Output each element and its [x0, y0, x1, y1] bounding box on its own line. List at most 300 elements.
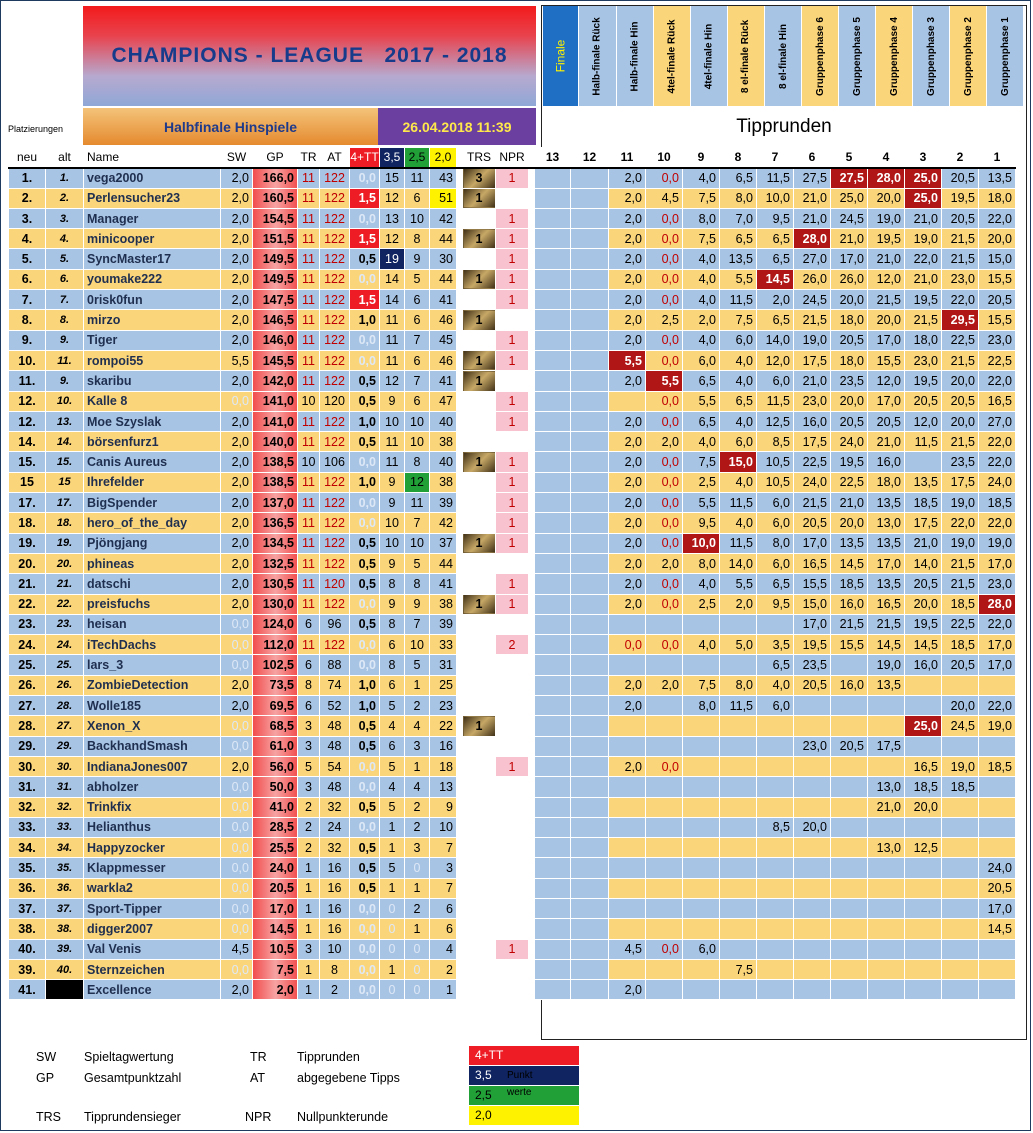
round-score: 0,0	[646, 513, 683, 533]
round-score	[609, 858, 646, 878]
tipprunden-count: 6	[298, 655, 320, 675]
tipprunden-count: 3	[298, 716, 320, 736]
tipprunden-count: 6	[298, 696, 320, 716]
round-score: 2,0	[609, 310, 646, 330]
round-score: 2,0	[646, 432, 683, 452]
round-score	[535, 838, 571, 858]
round-score: 10,0	[757, 188, 794, 208]
round-score	[683, 898, 720, 918]
round-score	[794, 959, 831, 979]
round-score	[535, 249, 571, 269]
round-score: 19,5	[905, 371, 942, 391]
zero-round-count: 1	[496, 269, 529, 289]
round-score: 19,5	[831, 452, 868, 472]
round-score	[720, 797, 757, 817]
table-row	[9, 229, 1016, 249]
four-tt-points: 0,5	[350, 614, 380, 634]
count-25: 8	[405, 452, 430, 472]
round-score: 21,5	[942, 432, 979, 452]
round-score: 0,0	[646, 269, 683, 289]
count-20: 40	[430, 452, 457, 472]
total-points: 28,5	[253, 817, 298, 837]
round-score	[794, 980, 831, 1000]
zero-round-count	[496, 432, 529, 452]
round-score	[535, 675, 571, 695]
count-35: 10	[380, 513, 405, 533]
matchday-score: 0,0	[221, 391, 253, 411]
total-points: 145,5	[253, 350, 298, 370]
total-points: 24,0	[253, 858, 298, 878]
count-20: 51	[430, 188, 457, 208]
rank-old: 26.	[46, 675, 84, 695]
round-score	[942, 878, 979, 898]
round-score: 6,5	[720, 168, 757, 188]
round-score	[571, 330, 609, 350]
round-score: 2,0	[720, 594, 757, 614]
matchday-score: 0,0	[221, 817, 253, 837]
matchday-score: 2,0	[221, 533, 253, 553]
rank-old: 40.	[46, 959, 84, 979]
rank-old: 30.	[46, 756, 84, 776]
round-score: 22,5	[942, 330, 979, 350]
zero-round-count: 1	[496, 208, 529, 228]
round-score: 20,0	[905, 594, 942, 614]
round-score: 22,0	[979, 614, 1016, 634]
round-score: 15,5	[868, 350, 905, 370]
rank-new: 22.	[9, 594, 46, 614]
tips-count: 122	[320, 533, 350, 553]
round-score: 22,5	[942, 614, 979, 634]
tips-count: 120	[320, 574, 350, 594]
round-score	[571, 655, 609, 675]
player-name: heisan	[84, 614, 221, 634]
legend-werte: werte	[507, 1087, 532, 1098]
round-score	[571, 898, 609, 918]
tips-count: 48	[320, 716, 350, 736]
legend-box-35: 3,5	[469, 1066, 505, 1085]
round-score: 5,5	[720, 269, 757, 289]
round-score: 4,5	[646, 188, 683, 208]
round-score: 7,5	[720, 310, 757, 330]
round-score	[571, 675, 609, 695]
player-name: IndianaJones007	[84, 756, 221, 776]
round-score	[571, 736, 609, 756]
rank-old: 25.	[46, 655, 84, 675]
round-score	[831, 716, 868, 736]
matchday-score: 2,0	[221, 208, 253, 228]
tips-count: 88	[320, 655, 350, 675]
table-row	[9, 635, 1016, 655]
player-name: lars_3	[84, 655, 221, 675]
round-score: 2,0	[609, 188, 646, 208]
round-score	[571, 919, 609, 939]
table-row	[9, 858, 1016, 878]
legend-at-abbr: AT	[250, 1071, 266, 1085]
player-name: vega2000	[84, 168, 221, 188]
round-score	[535, 411, 571, 431]
round-number-header: 5	[831, 148, 868, 168]
round-score: 11,5	[905, 432, 942, 452]
round-score	[571, 533, 609, 553]
four-tt-points: 0,0	[350, 493, 380, 513]
round-score: 2,0	[609, 168, 646, 188]
round-score	[535, 330, 571, 350]
round-score	[571, 696, 609, 716]
rank-new: 21.	[9, 574, 46, 594]
round-score	[794, 716, 831, 736]
round-header	[579, 6, 616, 106]
column-header: GP	[253, 148, 298, 168]
total-points: 141,0	[253, 391, 298, 411]
round-score: 2,0	[609, 594, 646, 614]
round-score: 0,0	[646, 472, 683, 492]
table-row	[9, 188, 1016, 208]
round-score: 4,0	[683, 269, 720, 289]
round-score: 7,5	[683, 675, 720, 695]
round-score: 14,0	[757, 330, 794, 350]
round-score: 23,0	[794, 736, 831, 756]
round-score: 18,0	[831, 350, 868, 370]
tipprunden-count: 5	[298, 756, 320, 776]
matchday-score: 2,0	[221, 756, 253, 776]
rank-new: 6.	[9, 269, 46, 289]
count-25: 1	[405, 675, 430, 695]
four-tt-points: 1,0	[350, 310, 380, 330]
round-score: 18,5	[942, 594, 979, 614]
zero-round-count: 1	[496, 513, 529, 533]
legend-at-text: abgegebene Tipps	[297, 1071, 400, 1085]
total-points: 124,0	[253, 614, 298, 634]
matchday-score: 2,0	[221, 675, 253, 695]
round-score: 18,0	[831, 310, 868, 330]
round-score	[942, 939, 979, 959]
count-25: 6	[405, 391, 430, 411]
round-score: 5,0	[720, 635, 757, 655]
round-header-label: Halb-finale Hin	[629, 20, 641, 92]
round-score	[942, 898, 979, 918]
matchday-score: 2,0	[221, 188, 253, 208]
round-score: 15,0	[979, 249, 1016, 269]
round-score: 8,0	[720, 188, 757, 208]
total-points: 25,5	[253, 838, 298, 858]
matchday-score: 0,0	[221, 614, 253, 634]
round-winner-count	[463, 959, 496, 979]
matchday-score: 2,0	[221, 290, 253, 310]
round-score: 11,5	[720, 493, 757, 513]
round-score: 22,0	[905, 249, 942, 269]
round-score	[571, 777, 609, 797]
round-header-label: Gruppenphase 4	[888, 16, 900, 96]
round-score: 6,5	[720, 391, 757, 411]
round-score: 5,5	[646, 371, 683, 391]
zero-round-count: 1	[496, 574, 529, 594]
round-score: 7,5	[683, 229, 720, 249]
matchday-score: 2,0	[221, 371, 253, 391]
round-score: 20,5	[979, 878, 1016, 898]
rank-old: 1.	[46, 168, 84, 188]
count-35: 11	[380, 350, 405, 370]
round-score: 17,0	[831, 249, 868, 269]
round-score: 0,0	[646, 290, 683, 310]
table-row	[9, 878, 1016, 898]
player-name: BigSpender	[84, 493, 221, 513]
matchday-score: 2,0	[221, 553, 253, 573]
round-header	[839, 6, 875, 106]
round-score: 13,5	[831, 533, 868, 553]
round-score	[905, 898, 942, 918]
round-score	[757, 756, 794, 776]
count-35: 0	[380, 898, 405, 918]
player-name: mirzo	[84, 310, 221, 330]
round-winner-count	[463, 878, 496, 898]
round-score: 14,5	[757, 269, 794, 289]
round-score	[535, 310, 571, 330]
round-score: 19,0	[794, 330, 831, 350]
legend-tr-text: Tipprunden	[297, 1050, 360, 1064]
round-score: 27,5	[831, 168, 868, 188]
round-score: 28,0	[868, 168, 905, 188]
round-score	[535, 533, 571, 553]
round-winner-count: 1	[463, 716, 496, 736]
round-winner-count	[463, 330, 496, 350]
round-score: 19,0	[942, 756, 979, 776]
round-score	[646, 696, 683, 716]
count-35: 15	[380, 168, 405, 188]
four-tt-points: 0,0	[350, 168, 380, 188]
round-score: 21,0	[868, 249, 905, 269]
zero-round-count: 1	[496, 493, 529, 513]
round-score: 21,0	[831, 493, 868, 513]
count-35: 0	[380, 939, 405, 959]
table-row	[9, 391, 1016, 411]
rank-new: 18.	[9, 513, 46, 533]
round-number-header: 9	[683, 148, 720, 168]
four-tt-points: 0,5	[350, 553, 380, 573]
round-number-header: 3	[905, 148, 942, 168]
rank-old: 6.	[46, 269, 84, 289]
round-winner-count	[463, 614, 496, 634]
rank-new: 19.	[9, 533, 46, 553]
count-25: 5	[405, 269, 430, 289]
round-score	[979, 980, 1016, 1000]
round-score: 16,5	[979, 391, 1016, 411]
rank-old: 38.	[46, 919, 84, 939]
round-score: 4,0	[683, 168, 720, 188]
round-score: 18,5	[979, 493, 1016, 513]
four-tt-points: 0,5	[350, 716, 380, 736]
column-header: NPR	[496, 148, 529, 168]
round-score	[535, 229, 571, 249]
four-tt-points: 0,0	[350, 817, 380, 837]
round-score: 14,5	[831, 553, 868, 573]
round-score	[683, 614, 720, 634]
table-row	[9, 696, 1016, 716]
round-score: 13,5	[868, 574, 905, 594]
round-score	[683, 736, 720, 756]
round-score: 5,5	[609, 350, 646, 370]
round-score	[571, 878, 609, 898]
round-number-header: 11	[609, 148, 646, 168]
round-score	[646, 716, 683, 736]
round-score: 20,5	[942, 208, 979, 228]
round-score: 20,0	[905, 797, 942, 817]
round-score: 18,5	[942, 777, 979, 797]
round-score	[571, 980, 609, 1000]
round-score	[720, 655, 757, 675]
table-row	[9, 736, 1016, 756]
round-score: 21,5	[942, 553, 979, 573]
round-score: 20,0	[942, 371, 979, 391]
zero-round-count	[496, 838, 529, 858]
round-score: 2,0	[757, 290, 794, 310]
rank-new: 15.	[9, 452, 46, 472]
round-score	[535, 391, 571, 411]
round-score: 6,0	[757, 696, 794, 716]
round-score	[720, 716, 757, 736]
round-score: 21,0	[905, 208, 942, 228]
rank-new: 24.	[9, 635, 46, 655]
round-score: 4,0	[720, 411, 757, 431]
matchday-label: Halbfinale Hinspiele	[83, 108, 378, 145]
tips-count: 74	[320, 675, 350, 695]
round-score	[646, 980, 683, 1000]
rank-new: 31.	[9, 777, 46, 797]
round-score	[535, 858, 571, 878]
round-score: 2,0	[609, 249, 646, 269]
round-score	[868, 959, 905, 979]
round-score: 15,5	[794, 574, 831, 594]
total-points: 151,5	[253, 229, 298, 249]
legend-box-25: 2,5	[469, 1086, 505, 1105]
count-25: 3	[405, 838, 430, 858]
count-25: 10	[405, 208, 430, 228]
round-score: 19,5	[868, 229, 905, 249]
round-winner-count	[463, 249, 496, 269]
round-score	[571, 371, 609, 391]
count-20: 46	[430, 310, 457, 330]
player-name: preisfuchs	[84, 594, 221, 614]
round-score: 18,5	[942, 635, 979, 655]
player-name: Kalle 8	[84, 391, 221, 411]
round-score: 20,0	[868, 310, 905, 330]
matchday-score: 2,0	[221, 574, 253, 594]
round-score	[609, 878, 646, 898]
column-header: 3,5	[380, 148, 405, 168]
round-winner-count	[463, 858, 496, 878]
four-tt-points: 0,0	[350, 513, 380, 533]
round-score: 2,0	[609, 269, 646, 289]
tips-count: 122	[320, 371, 350, 391]
rank-old: 5.	[46, 249, 84, 269]
count-20: 40	[430, 411, 457, 431]
count-25: 10	[405, 635, 430, 655]
round-score: 14,5	[905, 635, 942, 655]
rank-old: 2.	[46, 188, 84, 208]
tipprunden-count: 11	[298, 594, 320, 614]
matchday-score: 2,0	[221, 411, 253, 431]
count-25: 5	[405, 655, 430, 675]
round-score: 4,0	[683, 290, 720, 310]
count-25: 2	[405, 797, 430, 817]
rank-old: 3.	[46, 208, 84, 228]
table-row	[9, 898, 1016, 918]
tips-count: 8	[320, 959, 350, 979]
zero-round-count	[496, 736, 529, 756]
rank-new: 14.	[9, 432, 46, 452]
count-20: 7	[430, 878, 457, 898]
round-score: 24,0	[979, 472, 1016, 492]
rank-old: 20.	[46, 553, 84, 573]
round-score: 21,5	[831, 614, 868, 634]
tips-count: 122	[320, 350, 350, 370]
rank-new: 26.	[9, 675, 46, 695]
round-number-header: 8	[720, 148, 757, 168]
player-name: Canis Aureus	[84, 452, 221, 472]
tipprunden-count: 11	[298, 310, 320, 330]
count-35: 11	[380, 432, 405, 452]
round-score	[571, 168, 609, 188]
round-score: 18,0	[905, 330, 942, 350]
tips-count: 122	[320, 472, 350, 492]
round-score: 20,5	[905, 574, 942, 594]
round-score: 27,0	[794, 249, 831, 269]
round-score	[646, 614, 683, 634]
round-score	[905, 675, 942, 695]
round-score: 21,0	[905, 269, 942, 289]
round-score	[720, 736, 757, 756]
rank-old: 23.	[46, 614, 84, 634]
player-name: Klappmesser	[84, 858, 221, 878]
round-score	[868, 756, 905, 776]
table-row	[9, 208, 1016, 228]
round-score	[571, 838, 609, 858]
four-tt-points: 1,5	[350, 290, 380, 310]
round-score: 20,0	[831, 391, 868, 411]
zero-round-count	[496, 797, 529, 817]
round-header	[691, 6, 727, 106]
round-score: 22,0	[979, 432, 1016, 452]
round-score	[683, 980, 720, 1000]
round-score: 0,0	[646, 594, 683, 614]
round-winner-count	[463, 553, 496, 573]
count-35: 1	[380, 817, 405, 837]
round-score	[535, 269, 571, 289]
rank-new: 30.	[9, 756, 46, 776]
round-score	[646, 797, 683, 817]
round-score	[646, 817, 683, 837]
round-score: 0,0	[646, 391, 683, 411]
round-score: 17,5	[794, 350, 831, 370]
zero-round-count	[496, 310, 529, 330]
player-name: abholzer	[84, 777, 221, 797]
round-score	[535, 736, 571, 756]
round-score	[942, 817, 979, 837]
round-score: 6,0	[720, 330, 757, 350]
round-score	[571, 472, 609, 492]
round-score	[646, 919, 683, 939]
round-score	[535, 371, 571, 391]
round-score: 22,5	[831, 472, 868, 492]
round-score: 2,5	[683, 594, 720, 614]
round-score	[720, 939, 757, 959]
count-25: 5	[405, 553, 430, 573]
round-score	[609, 817, 646, 837]
round-score	[831, 898, 868, 918]
tipprunden-count: 2	[298, 797, 320, 817]
round-score: 6,0	[757, 513, 794, 533]
count-20: 41	[430, 574, 457, 594]
round-score	[535, 980, 571, 1000]
